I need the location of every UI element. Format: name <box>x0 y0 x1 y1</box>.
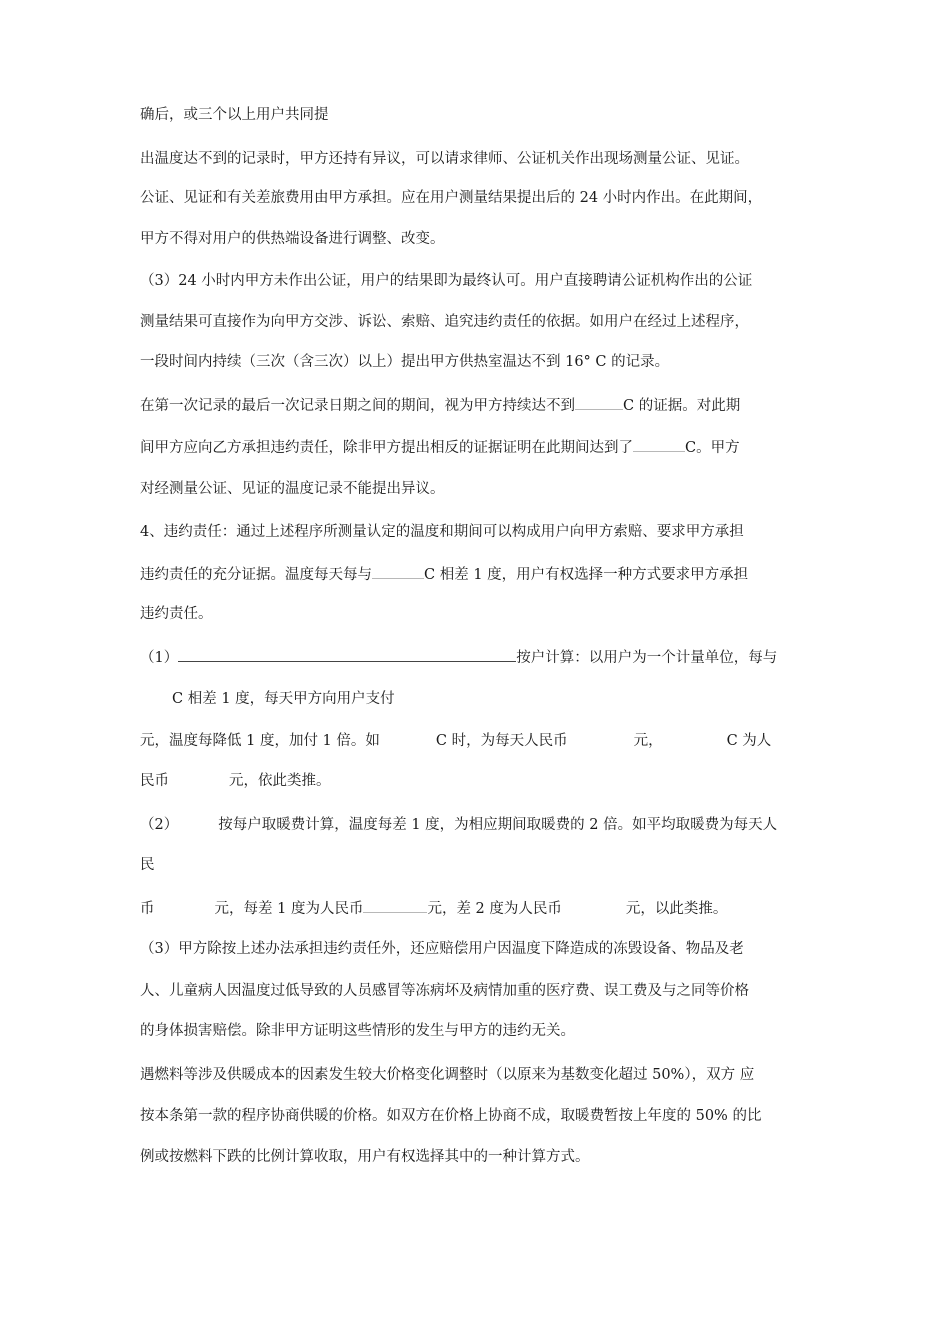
line-text: 按本条第一款的程序协商供暖的价格。如双方在价格上协商不成，取暖费暂按上年度的 50% 的比 <box>140 1108 762 1124</box>
line-text: C。甲方 <box>685 440 740 456</box>
text-line <box>140 437 740 458</box>
line-text: C 时，为每天人民币 <box>435 733 568 749</box>
text-line <box>140 981 749 1001</box>
text-line <box>172 689 395 709</box>
line-text: 按户计算：以用户为一个计量单位，每与 <box>516 650 778 666</box>
line-text: 违约责任的充分证据。温度每天每与 <box>140 567 372 583</box>
line-text: 元，以此类推。 <box>625 901 728 917</box>
line-text: 元，依此类推。 <box>229 773 331 789</box>
line-text: C 为人 <box>726 733 772 749</box>
line-text: 人、儿童病人因温度过低导致的人员感冒等冻病坏及病情加重的医疗费、误工费及与之同等价格 <box>140 983 749 999</box>
line-text: 确后，或三个以上用户共同提 <box>140 107 329 123</box>
line-text: 测量结果可直接作为向甲方交涉、诉讼、索赔、追究违约责任的依据。如用户在经过上述程序， <box>140 314 749 330</box>
text-line <box>140 312 749 332</box>
line-text: 对经测量公证、见证的温度记录不能提出异议。 <box>140 481 445 497</box>
line-text: 元， <box>633 733 663 749</box>
text-line <box>140 815 777 835</box>
line-text: （3）24 小时内甲方未作出公证，用户的结果即为最终认可。用户直接聘请公证机构作出的公证 <box>140 273 753 289</box>
line-text: 民 <box>140 857 155 873</box>
line-text: 按每户取暖费计算，温度每差 1 度，为相应期间取暖费的 2 倍。如平均取暖费为每天人 <box>218 817 778 833</box>
text-line <box>140 105 329 125</box>
line-text: 公证、见证和有关差旅费用由甲方承担。应在用户测量结果提出后的 24 小时内作出。在此期间， <box>140 190 763 206</box>
line-text: 元，差 2 度为人民币 <box>427 901 562 917</box>
text-line <box>140 1065 754 1085</box>
text-line <box>140 731 771 751</box>
text-line <box>140 1021 575 1041</box>
fill-blank <box>363 898 427 913</box>
line-text: 例或按燃料下跌的比例计算收取，用户有权选择其中的一种计算方式。 <box>140 1149 590 1165</box>
text-line <box>140 522 744 542</box>
line-text: 违约责任。 <box>140 606 213 622</box>
text-line <box>140 1147 590 1167</box>
line-text: 元，每差 1 度为人民币 <box>214 901 364 917</box>
line-text: 在第一次记录的最后一次记录日期之间的期间，视为甲方持续达不到 <box>140 398 575 414</box>
line-text: 元，温度每降低 1 度，加付 1 倍。如 <box>140 733 380 749</box>
line-text: 一段时间内持续（三次（含三次）以上）提出甲方供热室温达不到 16° C 的记录。 <box>140 354 670 370</box>
text-line <box>140 352 669 372</box>
line-text: 出温度达不到的记录时，甲方还持有异议，可以请求律师、公证机关作出现场测量公证、见证。 <box>140 151 749 167</box>
text-line <box>140 229 445 249</box>
fill-blank <box>633 437 685 452</box>
line-text: 的身体损害赔偿。除非甲方证明这些情形的发生与甲方的违约无关。 <box>140 1023 575 1039</box>
line-text: C 的证据。对此期 <box>623 398 741 414</box>
text-line <box>140 479 445 499</box>
line-text: （3）甲方除按上述办法承担违约责任外，还应赔偿用户因温度下降造成的冻毁设备、物品及老 <box>140 941 744 957</box>
line-text: 遇燃料等涉及供暖成本的因素发生较大价格变化调整时（以原来为基数变化超过 50%），双方 应 <box>140 1067 755 1083</box>
text-line <box>140 939 744 959</box>
text-line <box>140 855 155 875</box>
text-line <box>140 1106 761 1126</box>
text-line <box>140 898 727 919</box>
line-text: 间甲方应向乙方承担违约责任，除非甲方提出相反的证据证明在此期间达到了 <box>140 440 633 456</box>
text-line <box>140 271 752 291</box>
text-line <box>140 564 748 585</box>
line-text: 甲方不得对用户的供热端设备进行调整、改变。 <box>140 231 445 247</box>
line-text: （1） <box>140 650 179 666</box>
text-line <box>140 604 213 624</box>
text-line <box>140 149 749 169</box>
fill-blank <box>372 564 424 579</box>
text-line <box>140 647 777 668</box>
text-line <box>140 395 740 416</box>
line-text: C 相差 1 度，每天甲方向用户支付 <box>172 691 395 707</box>
fill-blank <box>575 395 623 410</box>
text-line <box>140 188 762 208</box>
text-line <box>140 771 331 791</box>
line-text: C 相差 1 度，用户有权选择一种方式要求甲方承担 <box>424 567 749 583</box>
line-text: （2） <box>140 817 179 833</box>
line-text: 民币 <box>140 773 169 789</box>
line-text: 4、违约责任：通过上述程序所测量认定的温度和期间可以构成用户向甲方索赔、要求甲方承担 <box>140 524 744 540</box>
fill-blank <box>178 647 516 662</box>
line-text: 币 <box>140 901 155 917</box>
